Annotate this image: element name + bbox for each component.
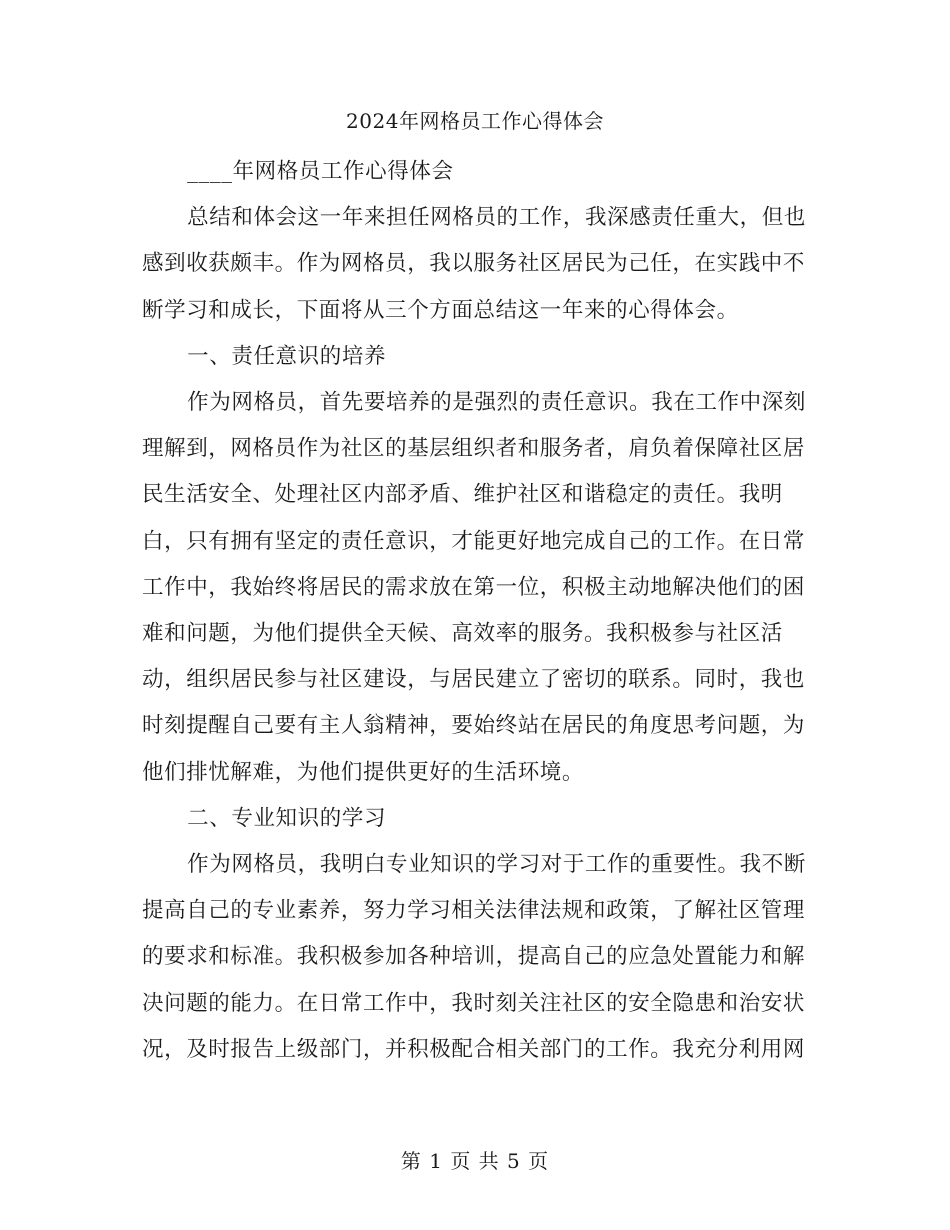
text-line: 时刻提醒自己要有主人翁精神，要始终站在居民的角度思考问题，为 xyxy=(142,713,806,739)
text-line: 况，及时报告上级部门，并积极配合相关部门的工作。我充分利用网 xyxy=(142,1036,806,1062)
section-heading: 二、专业知识的学习 xyxy=(187,805,387,831)
text-line: 动，组织居民参与社区建设，与居民建立了密切的联系。同时，我也 xyxy=(142,667,806,693)
text-line: 理解到，网格员作为社区的基层组织者和服务者，肩负着保障社区居 xyxy=(142,436,806,462)
document-body xyxy=(142,149,804,1073)
text-line: 他们排忧解难，为他们提供更好的生活环境。 xyxy=(142,759,585,785)
document-title: 2024年网格员工作心得体会 xyxy=(346,109,604,133)
text-line: ____年网格员工作心得体会 xyxy=(187,159,454,184)
text-line: 感到收获颇丰。作为网格员，我以服务社区居民为己任，在实践中不 xyxy=(142,251,806,277)
text-line: 总结和体会这一年来担任网格员的工作，我深感责任重大，但也 xyxy=(187,205,806,231)
text-line: 民生活安全、处理社区内部矛盾、维护社区和谐稳定的责任。我明 xyxy=(142,482,783,508)
text-line: 白，只有拥有坚定的责任意识，才能更好地完成自己的工作。在日常 xyxy=(142,528,806,554)
section-heading: 一、责任意识的培养 xyxy=(187,343,387,369)
text-line: 的要求和标准。我积极参加各种培训，提高自己的应急处置能力和解 xyxy=(142,944,806,970)
page-footer: 第 1 页 共 5 页 xyxy=(400,1149,550,1173)
text-line: 工作中，我始终将居民的需求放在第一位，积极主动地解决他们的困 xyxy=(142,574,806,600)
text-line: 作为网格员，首先要培养的是强烈的责任意识。我在工作中深刻 xyxy=(187,390,806,416)
text-line: 决问题的能力。在日常工作中，我时刻关注社区的安全隐患和治安状 xyxy=(142,990,806,1016)
text-line: 提高自己的专业素养，努力学习相关法律法规和政策，了解社区管理 xyxy=(142,898,806,924)
text-line: 断学习和成长，下面将从三个方面总结这一年来的心得体会。 xyxy=(142,297,739,323)
text-line: 作为网格员，我明白专业知识的学习对于工作的重要性。我不断 xyxy=(187,852,806,878)
text-line: 难和问题，为他们提供全天候、高效率的服务。我积极参与社区活 xyxy=(142,621,783,647)
